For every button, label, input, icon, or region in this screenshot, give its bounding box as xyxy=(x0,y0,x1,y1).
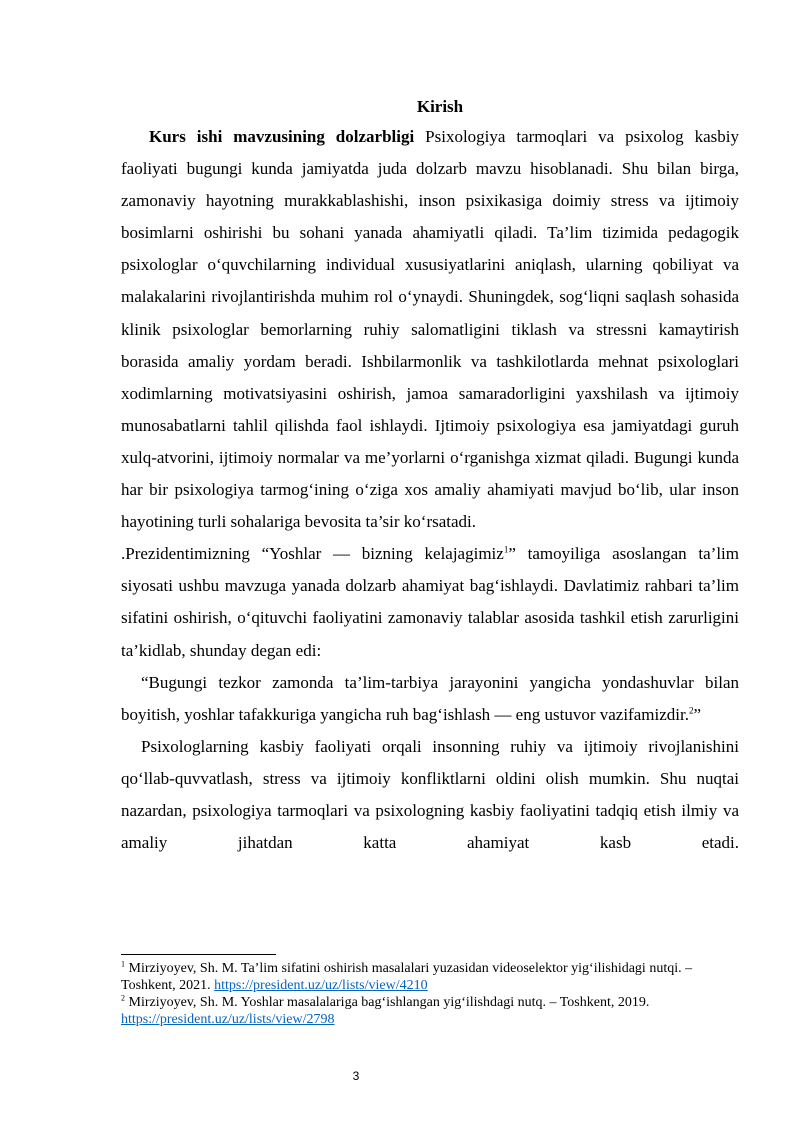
footnote-2 xyxy=(121,994,741,1028)
closing-paragraph xyxy=(121,731,739,859)
footnote-1 xyxy=(121,960,741,994)
footnote-mark-2: 2 xyxy=(121,993,125,1003)
intro-paragraph xyxy=(121,121,739,538)
footnote-ref-2[interactable]: 2 xyxy=(688,705,694,716)
footnote-2-text: Mirziyoyev, Sh. M. Yoshlar masalalariga bag‘ishlangan yig‘ilishdagi nutq. – Toshkent, 2019. xyxy=(128,995,650,1010)
footnote-ref-1[interactable]: 1 xyxy=(503,544,509,555)
president-text-b: ” tamoyiliga asoslangan ta’lim siyosati ushbu mavzuga yanada dolzarb ahamiyat bag‘ishlaydi. Davlatimiz rahbari ta’lim sifatini oshirish, o‘qituvchi faoliyatini zamonaviy talablar asosida tashkil etish zarurligini ta’kidlab, shunday degan edi: xyxy=(121,544,739,660)
quote-close: ” xyxy=(693,704,701,724)
footnote-1-link[interactable]: https://president.uz/uz/lists/view/4210 xyxy=(214,978,428,993)
footnotes xyxy=(121,960,741,1028)
body-text xyxy=(121,121,739,859)
footnote-2-link[interactable]: https://president.uz/uz/lists/view/2798 xyxy=(121,1012,335,1027)
intro-bold-lead: Kurs ishi mavzusining dolzarbligi xyxy=(149,127,415,146)
president-text-a: .Prezidentimizning “Yoshlar — bizning kelajagimiz xyxy=(121,544,504,564)
quote-text: “Bugungi tezkor zamonda ta’lim-tarbiya jarayonini yangicha yondashuvlar bilan boyitish, yoshlar tafakkuriga yangicha ruh bag‘ishlash — eng ustuvor vazifamizdir. xyxy=(121,672,739,724)
section-heading: Kirish xyxy=(416,97,464,116)
intro-text: Psixologiya tarmoqlari va psixolog kasbiy faoliyati bugungi kunda jamiyatda juda dolzarb mavzu hisoblanadi. Shu bilan birga, zamonaviy hayotning murakkablashishi, inson psixikasiga doimiy stress va ijtimoiy bosimlarni oshirishi bu sohani yanada ahamiyatli qiladi. Ta’lim tizimida pedagogik psixologlar o‘quvchilarning individual xususiyatlarini aniqlash, ularning qobiliyat va malakalarini rivojlantirishda muhim rol o‘ynaydi. Shuningdek, sog‘liqni saqlash sohasida klinik psixologlar bemorlarning ruhiy salomatligini tiklash va stressni kamaytirish borasida amaliy yordam beradi. Ishbilarmonlik va tashkilotlarda mehnat psixologlari xodimlarning motivatsiyasini oshirish, jamoa samaradorligini yaxshilash va ijtimoiy munosabatlarni tahlil qilishda faol ishlaydi. Ijtimoiy psixologiya esa jamiyatdagi guruh xulq-atvorini, ijtimoiy normalar va me’yorlarni o‘rganishga xizmat qiladi. Bugungi kunda har bir psixologiya tarmog‘ining o‘ziga xos amaliy ahamiyati mavjud bo‘lib, ular inson hayotining turli sohalariga bevosita ta’sir ko‘rsatadi. xyxy=(121,127,739,532)
president-paragraph xyxy=(121,538,739,666)
quote-paragraph xyxy=(121,667,739,731)
footnote-separator xyxy=(121,954,276,955)
footnote-1-text: Mirziyoyev, Sh. M. Ta’lim sifatini oshirish masalalari yuzasidan videoselektor yig‘ilishidagi nutqi. – Toshkent, 2021. xyxy=(121,961,693,993)
closing-text: Psixologlarning kasbiy faoliyati orqali insonning ruhiy va ijtimoiy rivojlanishini qo‘llab-quvvatlash, stress va ijtimoiy konfliktlarni oldini olish mumkin. Shu nuqtai nazardan, psixologiya tarmoqlari va psixologning kasbiy faoliyatini tadqiq etish ilmiy va amaliy jihatdan katta ahamiyat kasb etadi. xyxy=(121,736,739,853)
page-number: 3 xyxy=(352,1069,360,1083)
footnote-mark-1: 1 xyxy=(121,959,125,969)
